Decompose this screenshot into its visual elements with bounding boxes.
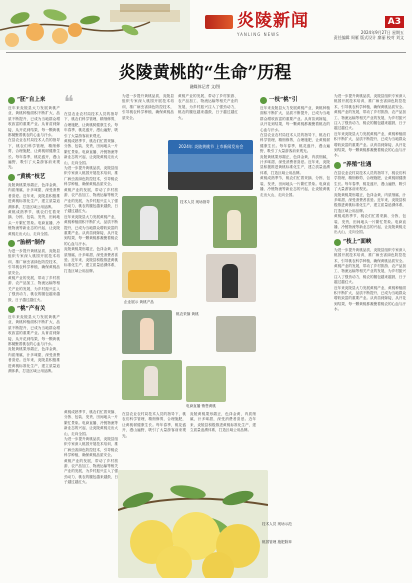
- column-six: [334, 94, 406, 574]
- paragraph: 为进一步提升黄桃品质，炎陵县组织专家深入桃园开展技术培训，推广病虫害绿色防控技术，引导桃农科学种植，确保黄桃品质安全。: [64, 166, 118, 187]
- column-three-bottom: [122, 412, 186, 472]
- left-column: [8, 94, 60, 574]
- demo-photo: [122, 360, 182, 400]
- editor-info: 责任编辑 周雁 版式设计 廖丽 校对 刘文: [333, 35, 404, 40]
- peach-branch-illustration: [0, 0, 190, 50]
- paragraph: 在县农业农村局技术人员的指导下，桃农们科学管理，精细修剪，合理施肥，让黄桃树健康生长。每年春季，桃花盛开，漫山遍野，吸引了大量游客前来观光。: [8, 138, 60, 170]
- tech-guidance-photo: [122, 196, 178, 246]
- masthead-subtitle: YANLING NEWS: [237, 32, 280, 37]
- paragraph: 黄桃成熟季节，桃农们忙着采摘、分拣、包装、发货，田间地头一片繁忙景象。电商直播、冷链物流等新业态的兴起，让炎陵黄桃走出大山，走向全国。: [260, 176, 330, 197]
- date-info: [294, 30, 404, 40]
- presenter-figure: [222, 264, 238, 298]
- article-byline: 融媒体记者 文/图: [189, 84, 221, 89]
- paragraph: 近年来炎陵县大力发展黄桃产业，黄桃种植面积不断扩大，品质不断提升，已成为当地群众增收致富的重要产业。从育苗到嫁接，从开花到结果，每一颗黄桃都凝聚着桃农的心血与汗水。: [8, 315, 60, 347]
- header-rule: [6, 52, 406, 53]
- masthead: [205, 6, 325, 46]
- leaf-icon: [334, 162, 341, 169]
- paragraph: 炎陵黄桃果形端正，色泽金黄，肉质细腻，汁多味甜，深受消费者喜爱。近年来，炎陵县积极推进黄桃标准化生产，建立质量追溯体系，打造区域公用品牌。: [260, 154, 330, 175]
- column-two-bottom: [64, 410, 118, 570]
- leaf-icon: [8, 174, 15, 181]
- product-display-photo: [122, 252, 177, 298]
- leaf-icon: [8, 240, 15, 247]
- photo-caption: 企业展示 黄桃产品: [124, 300, 154, 304]
- paragraph: 黄桃产业的发展，带动了乡村旅游、农产品加工、物流运输等相关产业的发展，为乡村振兴注入了强劲动力，桃农的腰包越来越鼓，日子越过越红火。: [8, 275, 60, 302]
- header-peach-banner: [0, 0, 190, 50]
- paragraph: 黄桃产业的发展，带动了乡村旅游、农产品加工、物流运输等相关产业的发展，为乡村振兴注入了强劲动力，桃农的腰包越来越鼓，日子越过越红火。: [334, 110, 406, 131]
- column-four-top: [178, 94, 238, 144]
- paragraph: 为进一步提升黄桃品质，炎陵县组织专家深入桃园开展技术培训，推广病虫害绿色防控技术，引导桃农科学种植，确保黄桃品质安全。: [122, 94, 174, 120]
- paragraph: 黄桃产业的发展，带动了乡村旅游、农产品加工、物流运输等相关产业的发展，为乡村振兴注入了强劲动力，桃农的腰包越来越鼓，日子越过越红火。: [64, 187, 118, 214]
- issue-date: 2024年9月27日 星期五: [360, 30, 404, 35]
- backdrop-text: 2024年 炎陵黄桃节 上市新闻发布会: [178, 144, 244, 149]
- field-photo: [186, 366, 226, 402]
- paragraph: 黄桃产业的发展，带动了乡村旅游、农产品加工、物流运输等相关产业的发展，为乡村振兴注入了强劲动力，桃农的腰包越来越鼓，日子越过越红火。: [178, 94, 238, 120]
- quote-mark-icon: ❝: [64, 94, 74, 113]
- conference-photo: [168, 140, 253, 190]
- paragraph: 炎陵黄桃果形端正，色泽金黄，肉质细腻，汁多味甜，深受消费者喜爱。近年来，炎陵县积极推进黄桃标准化生产，建立质量追溯体系，打造区域公用品牌。: [8, 182, 60, 209]
- paragraph: 黄桃产业的发展，带动了乡村旅游、农产品加工、物流运输等相关产业的发展，为乡村振兴注入了强劲动力，桃农的腰包越来越鼓，日子越过越红火。: [64, 458, 118, 485]
- product-box: [128, 270, 170, 292]
- paragraph: 炎陵黄桃果形端正，色泽金黄，肉质细腻，汁多味甜，深受消费者喜爱。近年来，炎陵县积极推进黄桃标准化生产，建立质量追溯体系，打造区域公用品牌。: [190, 412, 256, 433]
- section-heading: 一枝“桃”引: [260, 97, 330, 104]
- person-figure: [140, 206, 158, 240]
- person-figure: [227, 210, 241, 240]
- leaf-icon: [8, 97, 15, 104]
- section-heading: “胚”自上来: [8, 97, 60, 104]
- section-heading: “桃”产有关: [8, 306, 60, 313]
- paragraph: 近年来炎陵县大力发展黄桃产业，黄桃种植面积不断扩大，品质不断提升，已成为当地群众增收致富的重要产业。从育苗到嫁接，从开花到结果，每一颗黄桃都凝聚着桃农的心血与汗水。: [64, 214, 118, 246]
- person-figure: [144, 366, 158, 396]
- leaf-icon: [334, 239, 341, 246]
- photo-caption: 桃园管理 施肥除草: [262, 540, 292, 544]
- photo-caption: 技术人员 现场指导: [180, 200, 210, 204]
- paragraph: 为进一步提升黄桃品质，炎陵县组织专家深入桃园开展技术培训，推广病虫害绿色防控技术，引导桃农科学种植，确保黄桃品质安全。: [64, 437, 118, 458]
- column-five: [260, 94, 330, 564]
- column-four-bottom: [190, 412, 256, 472]
- paragraph: 为进一步提升黄桃品质，炎陵县组织专家深入桃园开展技术培训，推广病虫害绿色防控技术，引导桃农科学种植，确保黄桃品质安全。: [8, 248, 60, 275]
- paragraph: 黄桃成熟季节，桃农们忙着采摘、分拣、包装、发货，田间地头一片繁忙景象。电商直播、冷链物流等新业态的兴起，让炎陵黄桃走出大山，走向全国。: [64, 410, 118, 436]
- leaf-icon: [8, 306, 15, 313]
- paragraph: 近年来炎陵县大力发展黄桃产业，黄桃种植面积不断扩大，品质不断提升，已成为当地群众增收致富的重要产业。从育苗到嫁接，从开花到结果，每一颗黄桃都凝聚着桃农的心血与汗水。: [8, 106, 60, 138]
- paragraph: 为进一步提升黄桃品质，炎陵县组织专家深入桃园开展技术培训，推广病虫害绿色防控技术，引导桃农科学种植，确保黄桃品质安全。: [334, 94, 406, 109]
- masthead-title: 炎陵新闻: [237, 11, 309, 31]
- column-three-top: [122, 94, 174, 144]
- masthead-bar: [205, 15, 233, 29]
- photo-caption: 技术人员 现场示范: [262, 522, 292, 526]
- paragraph: 炎陵黄桃果形端正，色泽金黄，肉质细腻，汁多味甜，深受消费者喜爱。近年来，炎陵县积极推进黄桃标准化生产，建立质量追溯体系，打造区域公用品牌。: [334, 192, 406, 213]
- photo-caption: 桃农采摘 黄桃: [176, 312, 199, 316]
- audience: [168, 172, 253, 190]
- photo-caption: 电商直播 销售黄桃: [186, 404, 216, 408]
- article-headline: 炎陵黄桃的“生命”历程: [118, 63, 292, 83]
- paragraph: 黄桃成熟季节，桃农们忙着采摘、分拣、包装、发货，田间地头一片繁忙景象。电商直播、冷链物流等新业态的兴起，让炎陵黄桃走出大山，走向全国。: [8, 209, 60, 236]
- leaf-icon: [260, 97, 267, 104]
- paragraph: 近年来炎陵县大力发展黄桃产业，黄桃种植面积不断扩大，品质不断提升，已成为当地群众增收致富的重要产业。从育苗到嫁接，从开花到结果，每一颗黄桃都凝聚着桃农的心血与汗水。: [334, 285, 406, 312]
- paragraph: 在县农业农村局技术人员的指导下，桃农们科学管理，精细修剪，合理施肥，让黄桃树健康生长。每年春季，桃花盛开，漫山遍野，吸引了大量游客前来观光。: [64, 112, 118, 138]
- picking-photo: [122, 310, 172, 354]
- paragraph: 炎陵黄桃果形端正，色泽金黄，肉质细腻，汁多味甜，深受消费者喜爱。近年来，炎陵县积极推进黄桃标准化生产，建立质量追溯体系，打造区域公用品牌。: [8, 347, 60, 374]
- person-figure: [140, 318, 154, 350]
- meeting-photo: [216, 316, 256, 352]
- paragraph: 为进一步提升黄桃品质，炎陵县组织专家深入桃园开展技术培训，推广病虫害绿色防控技术，引导桃农科学种植，确保黄桃品质安全。: [334, 247, 406, 263]
- paragraph: 在县农业农村局技术人员的指导下，桃农们科学管理，精细修剪，合理施肥，让黄桃树健康生长。每年春季，桃花盛开，漫山遍野，吸引了大量游客前来观光。: [334, 170, 406, 192]
- section-heading: “枝上”面峡: [334, 239, 406, 246]
- paragraph: 黄桃成熟季节，桃农们忙着采摘、分拣、包装、发货，田间地头一片繁忙景象。电商直播、冷链物流等新业态的兴起，让炎陵黄桃走出大山，走向全国。: [334, 214, 406, 235]
- paragraph: 在县农业农村局技术人员的指导下，桃农们科学管理，精细修剪，合理施肥，让黄桃树健康生长。每年春季，桃花盛开，漫山遍野，吸引了大量游客前来观光。: [260, 133, 330, 154]
- yellow-peach-photo: [118, 470, 268, 578]
- paragraph: 炎陵黄桃果形端正，色泽金黄，肉质细腻，汁多味甜，深受消费者喜爱。近年来，炎陵县积极推进黄桃标准化生产，建立质量追溯体系，打造区域公用品牌。: [64, 247, 118, 273]
- paragraph: 近年来炎陵县大力发展黄桃产业，黄桃种植面积不断扩大，品质不断提升，已成为当地群众增收致富的重要产业。从育苗到嫁接，从开花到结果，每一颗黄桃都凝聚着桃农的心血与汗水。: [260, 106, 330, 132]
- section-heading: “胎柄”制作: [8, 240, 60, 247]
- section-heading: “黄桃”枝艺: [8, 174, 60, 181]
- paragraph: 在县农业农村局技术人员的指导下，桃农们科学管理，精细修剪，合理施肥，让黄桃树健康生长。每年春季，桃花盛开，漫山遍野，吸引了大量游客前来观光。: [122, 412, 186, 438]
- section-heading: “养殖”壮遇: [334, 162, 406, 169]
- page-number: A3: [383, 16, 404, 28]
- paragraph: 近年来炎陵县大力发展黄桃产业，黄桃种植面积不断扩大，品质不断提升，已成为当地群众增收致富的重要产业。从育苗到嫁接，从开花到结果，每一颗黄桃都凝聚着桃农的心血与汗水。: [334, 131, 406, 158]
- paragraph: 黄桃产业的发展，带动了乡村旅游、农产品加工、物流运输等相关产业的发展，为乡村振兴注入了强劲动力，桃农的腰包越来越鼓，日子越过越红火。: [334, 263, 406, 285]
- orchard-photo: [213, 196, 257, 248]
- livestream-photo: [206, 254, 256, 302]
- column-two: [64, 94, 118, 404]
- paragraph: 黄桃成熟季节，桃农们忙着采摘、分拣、包装、发货，田间地头一片繁忙景象。电商直播、冷链物流等新业态的兴起，让炎陵黄桃走出大山，走向全国。: [64, 139, 118, 165]
- peach-cluster-illustration: [118, 470, 268, 578]
